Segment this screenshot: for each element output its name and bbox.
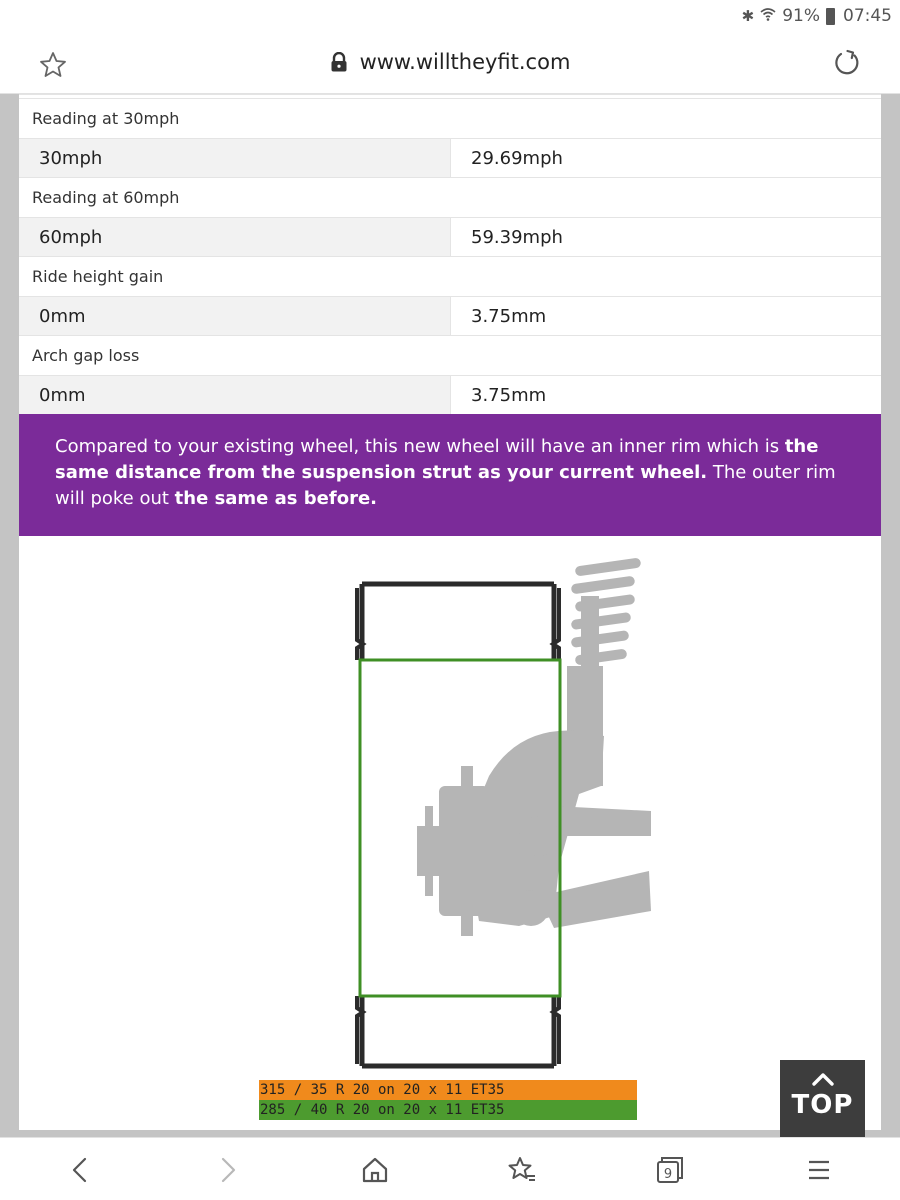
- reload-icon: [832, 48, 862, 78]
- home-button[interactable]: [359, 1154, 391, 1186]
- new-value: 59.39mph: [450, 218, 881, 256]
- current-value: 60mph: [19, 218, 450, 256]
- results-table: [19, 98, 881, 414]
- new-value: 29.69mph: [450, 139, 881, 177]
- tab-count: 9: [663, 1167, 673, 1182]
- battery-percent: 91%: [782, 6, 820, 26]
- current-value: 0mm: [19, 376, 450, 414]
- new-value: 3.75mm: [450, 376, 881, 414]
- row-label: Reading at 60mph: [19, 177, 881, 217]
- row-label: Arch gap loss: [19, 335, 881, 375]
- callout-bold: the same distance from the suspension strut as your current wheel.: [55, 436, 819, 483]
- lock-icon: [330, 52, 348, 72]
- new-value: 3.75mm: [450, 297, 881, 335]
- comparison-callout: [19, 414, 881, 536]
- legend-new-tyre: 285 / 40 R 20 on 20 x 11 ET35: [259, 1100, 637, 1120]
- table-row: [19, 375, 881, 414]
- current-value: 0mm: [19, 297, 450, 335]
- wifi-icon: [760, 6, 776, 26]
- menu-icon: [803, 1154, 835, 1186]
- top-button-label: TOP: [791, 1090, 854, 1120]
- current-value: 30mph: [19, 139, 450, 177]
- bluetooth-icon: ✱: [741, 7, 755, 25]
- url-text: www.willtheyfit.com: [359, 50, 571, 74]
- browser-bottom-nav: [0, 1137, 900, 1200]
- table-row: [19, 138, 881, 177]
- row-label: Ride height gain: [19, 256, 881, 296]
- status-icons: [742, 6, 892, 26]
- battery-icon: [826, 8, 835, 25]
- callout-text: The outer rim will poke out: [55, 462, 836, 509]
- suspension-strut-graphic: [417, 557, 651, 936]
- fitment-drawing: [19, 536, 881, 1130]
- legend-current-tyre: 315 / 35 R 20 on 20 x 11 ET35: [259, 1080, 637, 1100]
- tabs-button[interactable]: [654, 1154, 686, 1186]
- row-label: Reading at 30mph: [19, 98, 881, 138]
- home-icon: [359, 1154, 391, 1186]
- address-bar: [0, 34, 900, 94]
- back-button[interactable]: [64, 1154, 96, 1186]
- url-field[interactable]: [0, 50, 900, 74]
- menu-button[interactable]: [803, 1154, 835, 1186]
- chevron-right-icon: [212, 1154, 244, 1186]
- reload-button[interactable]: [832, 48, 862, 78]
- status-bar: [0, 0, 900, 34]
- scroll-to-top-button[interactable]: [780, 1060, 865, 1137]
- callout-text: Compared to your existing wheel, this new wheel will have an inner rim which is: [55, 436, 785, 457]
- table-row: [19, 296, 881, 335]
- callout-bold: the same as before.: [174, 488, 377, 509]
- wheel-fitment-diagram: [19, 536, 881, 1130]
- page-content: [19, 94, 881, 1130]
- clock: 07:45: [843, 6, 892, 26]
- star-list-icon: [506, 1154, 538, 1186]
- table-row: [19, 217, 881, 256]
- tabs-icon: [654, 1154, 686, 1186]
- forward-button[interactable]: [212, 1154, 244, 1186]
- bookmarks-button[interactable]: [506, 1154, 538, 1186]
- chevron-left-icon: [64, 1154, 96, 1186]
- chevron-up-icon: [811, 1070, 835, 1088]
